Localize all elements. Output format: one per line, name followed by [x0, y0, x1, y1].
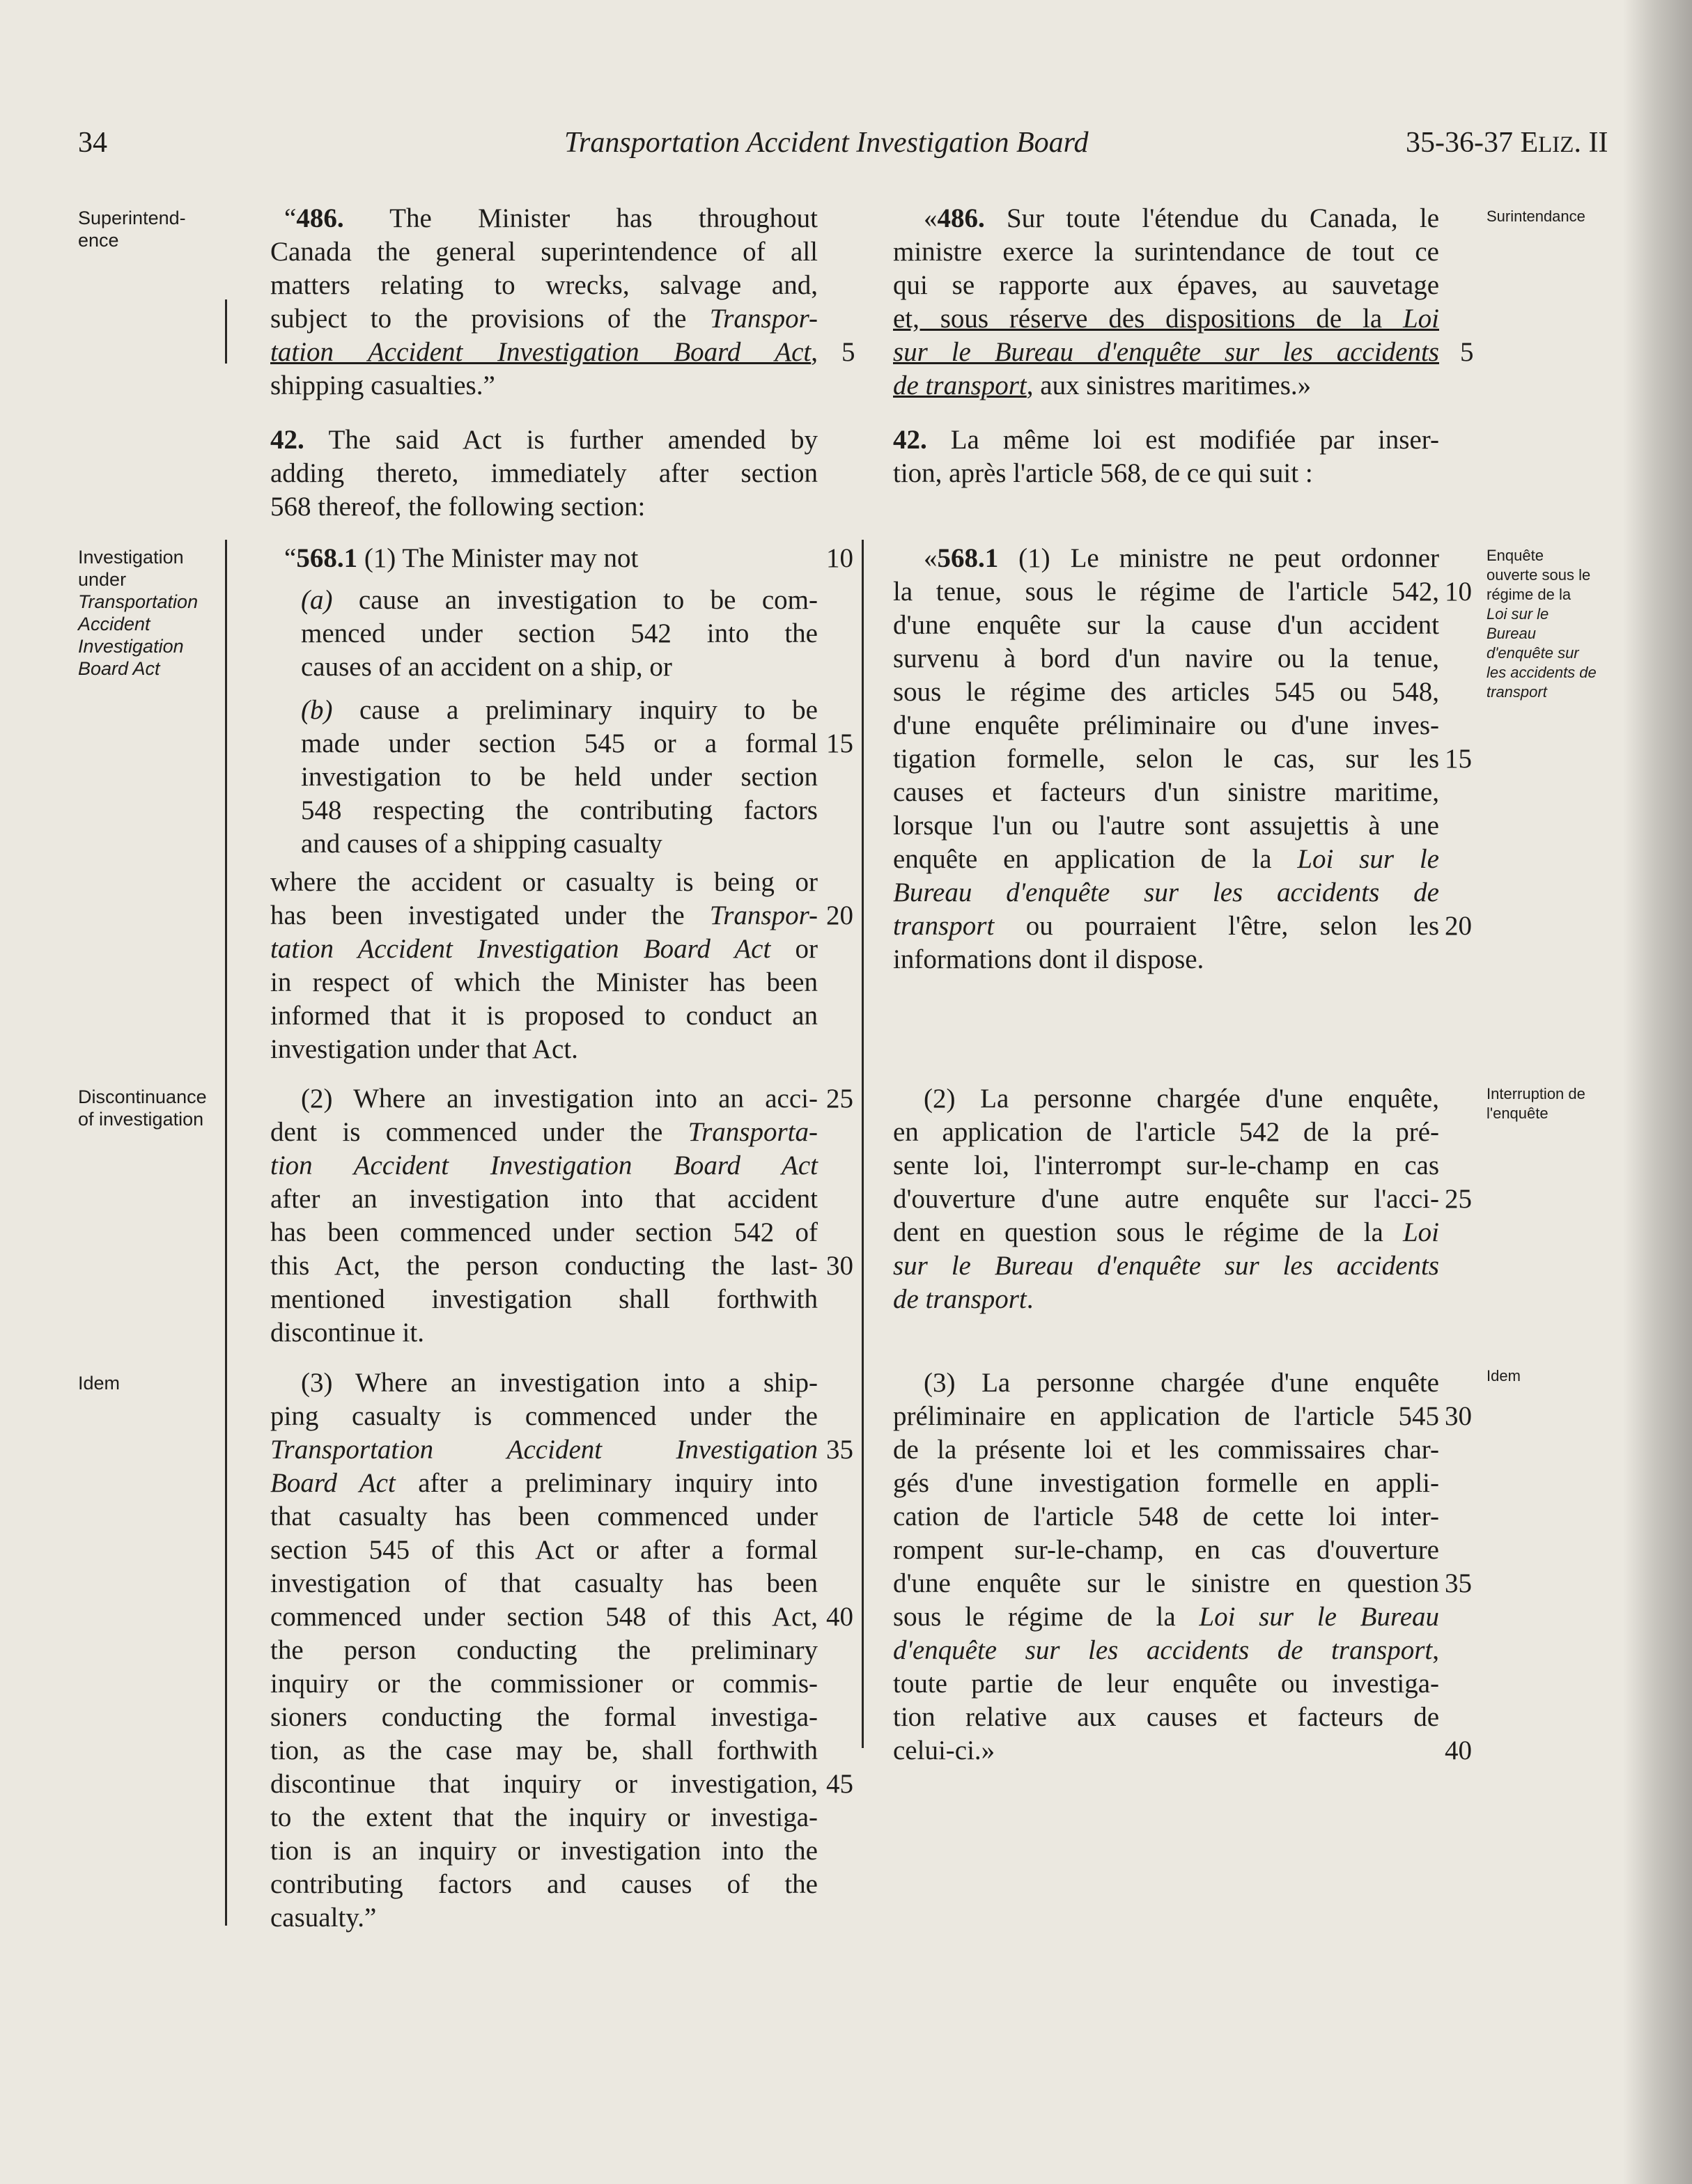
- line-number-fr: 35: [1445, 1568, 1472, 1598]
- line-number-en: 25: [826, 1084, 853, 1114]
- english-subsection-2: (2) Where an investigation into an acci- dent is commenced under the Transporta- tion Accident Investigation Board Act after an investigation into that accident has been commenced under section 542 of this Act, the person conducting the last- mentioned investigation shall forthwith discontinue it.: [270, 1084, 818, 1348]
- english-section-42: 42. The said Act is further amended by adding thereto, immediately after section 568 thereof, the following section:: [270, 425, 818, 522]
- french-section-568-1: «568.1 (1) Le ministre ne peut ordonner la tenue, sous le régime de l'article 542, d'une enquête sur la cause d'un accident survenu à bord d'un navire ou la tenue, sous le régime des articles 545 ou 548, d'une enquête préliminaire ou d'une inves- tigation formelle, selon le cas, sur les causes et facteurs d'un sinistre maritime, lorsque l'un ou l'autre sont assujettis à une enquête en application de la Loi sur le Bureau d'enquête sur les accidents de transport ou pourraient l'être, selon les informations dont il dispose.: [893, 543, 1439, 974]
- english-where-clause: where the accident or casualty is being or has been investigated under the Transpor- tation Accident Investigation Board Act or in respect of which the Minister has been informed that it is proposed to conduct an investigation under that Act.: [270, 867, 818, 1064]
- line-number-en: 45: [826, 1769, 853, 1799]
- line-number-fr: 15: [1445, 744, 1472, 774]
- line-number-fr: 25: [1445, 1184, 1472, 1214]
- line-number-en: 40: [826, 1602, 853, 1632]
- amendment-bar: [225, 540, 227, 1926]
- line-number-en: 20: [826, 900, 853, 930]
- margin-note-surintendance: Surintendance: [1487, 208, 1585, 225]
- line-number-en: 5: [841, 337, 855, 367]
- amendment-bar: [862, 540, 864, 1748]
- line-number-fr: 40: [1445, 1736, 1472, 1765]
- line-number-fr: 30: [1445, 1401, 1472, 1431]
- running-title: Transportation Accident Investigation Board: [564, 127, 1089, 159]
- regnal-year: 35-36-37 ELIZ. II: [1406, 127, 1608, 159]
- margin-note-idem-fr: Idem: [1487, 1367, 1521, 1384]
- french-section-486: «486. Sur toute l'étendue du Canada, le ministre exerce la surintendance de tout ce qui se rapporte aux épaves, au sauvetage et, sous réserve des dispositions de la Loi sur le Bureau d'enquête sur les accidents de transport, aux sinistres maritimes.»: [893, 203, 1439, 400]
- french-subsection-3: (3) La personne chargée d'une enquête préliminaire en application de l'article 545 de la présente loi et les commissaires char- gés d'une investigation formelle en appli- cation de l'article 548 de cette loi inter- rompent sur-le-champ, en cas d'ouverture d'une enquête sur le sinistre en question sous le régime de la Loi sur le Bureau d'enquête sur les accidents de transport, toute partie de leur enquête ou investiga- tion relative aux causes et facteurs de celui-ci.»: [893, 1368, 1439, 1765]
- margin-note-superintendence: Superintend- ence: [78, 208, 186, 251]
- amendment-bar: [225, 299, 227, 364]
- english-paragraph-b: (b) cause a preliminary inquiry to be made under section 545 or a formal investigation to be held under section 548 respecting the contributing factors and causes of a shipping casualty: [301, 695, 818, 859]
- line-number-en: 35: [826, 1435, 853, 1465]
- page-number: 34: [78, 127, 107, 159]
- margin-note-idem-en: Idem: [78, 1373, 121, 1394]
- english-paragraph-a: (a) cause an investigation to be com- menced under section 542 into the causes of an accident on a ship, or: [301, 585, 818, 682]
- line-number-fr: 20: [1445, 911, 1472, 941]
- french-section-42: 42. La même loi est modifiée par inser- tion, après l'article 568, de ce qui suit :: [893, 425, 1439, 488]
- line-number-fr: 5: [1460, 337, 1474, 367]
- page-edge-shadow: [1623, 0, 1692, 2184]
- line-number-en: 15: [826, 728, 853, 758]
- line-number-fr: 10: [1445, 577, 1472, 607]
- english-subsection-3: (3) Where an investigation into a ship- ping casualty is commenced under the Transportation Accident Investigation Board Act after a preliminary inquiry into that casualty has been commenced under section 545 of this Act or after a formal investigation of that casualty has been commenced under section 548 of this Act, the person conducting the preliminary inquiry or the commissioner or commis- sioners conducting the formal investiga- tion, as the case may be, shall forthwith discontinue that inquiry or investigation, to the extent that the inquiry or investiga- tion is an inquiry or investigation into the contributing factors and causes of the casualty.”: [270, 1368, 818, 1933]
- french-subsection-2: (2) La personne chargée d'une enquête, en application de l'article 542 de la pré- sente loi, l'interrompt sur-le-champ en cas d'ouverture d'une autre enquête sur l'acci- dent en question sous le régime de la Loi sur le Bureau d'enquête sur les accidents de transport.: [893, 1084, 1439, 1314]
- margin-note-interruption: Interruption de l'enquête: [1487, 1085, 1585, 1122]
- english-section-568-1: “568.1 (1) The Minister may not: [284, 543, 639, 573]
- margin-note-discontinuance: Discontinuance of investigation: [78, 1086, 207, 1130]
- margin-note-enquete-ouverte: Enquête ouverte sous le régime de la Loi sur le Bureau d'enquête sur les accidents de transport: [1487, 547, 1597, 701]
- line-number-en: 10: [826, 543, 853, 573]
- margin-note-investigation-under-act: Investigation under Transportation Accident Investigation Board Act: [78, 547, 199, 679]
- line-number-en: 30: [826, 1251, 853, 1281]
- english-section-486: “486. The Minister has throughout Canada the general superintendence of all matters relating to wrecks, salvage and, subject to the provisions of the Transpor- tation Accident Investigation Board Act, shipping casualties.”: [270, 203, 818, 400]
